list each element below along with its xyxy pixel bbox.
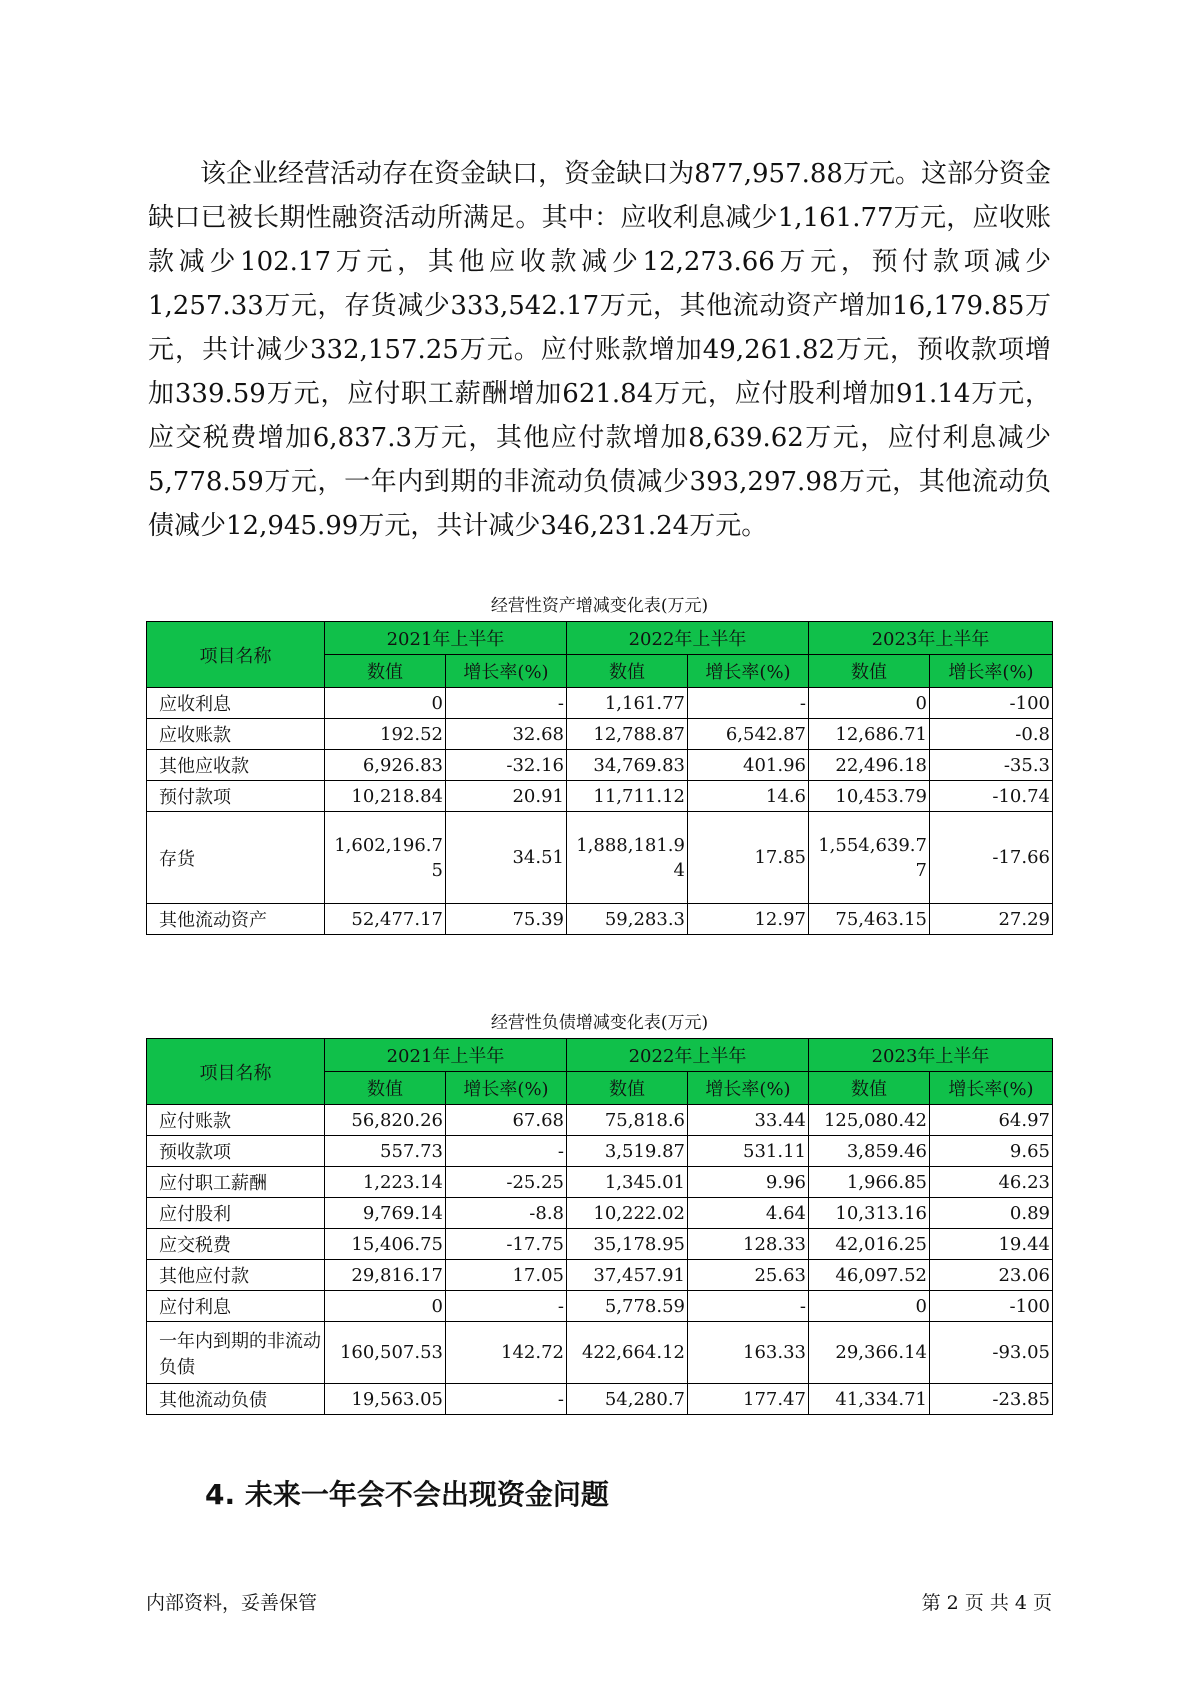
table-row [147, 1105, 1053, 1136]
table-cell: 128.33 [688, 1229, 809, 1260]
row-label: 其他应付款 [147, 1260, 325, 1291]
row-label: 存货 [147, 812, 325, 904]
col-header-value: 数值 [809, 1072, 930, 1105]
table-cell: 75,463.15 [809, 904, 930, 935]
table-cell: 9.65 [930, 1136, 1053, 1167]
row-label: 预付款项 [147, 781, 325, 812]
row-label: 应交税费 [147, 1229, 325, 1260]
table-cell: 1,223.14 [325, 1167, 446, 1198]
table-cell: 75,818.6 [567, 1105, 688, 1136]
table-cell: 531.11 [688, 1136, 809, 1167]
paragraph-text: 该企业经营活动存在资金缺口，资金缺口为877,957.88万元。这部分资金缺口已被长期性融资活动所满足。其中：应收利息减少1,161.77万元，应收账款减少102.17万元，其他应收款减少12,273.66万元，预付款项减少1,257.33万元，存货减少333,542.17万元，其他流动资产增加16,179.85万元，共计减少332,157.25万元。应付账款增加49,261.82万元，预收款项增加339.59万元，应付职工薪酬增加621.84万元，应付股利增加91.14万元，应交税费增加6,837.3万元，其他应付款增加8,639.62万元，应付利息减少5,778.59万元，一年内到期的非流动负债减少393,297.98万元，其他流动负债减少12,945.99万元，共计减少346,231.24万元。 [148, 159, 1051, 541]
table-cell: 422,664.12 [567, 1322, 688, 1384]
col-header-period: 2023年上半年 [809, 622, 1053, 655]
table-cell: 27.29 [930, 904, 1053, 935]
table-cell: 10,313.16 [809, 1198, 930, 1229]
table-cell: -17.66 [930, 812, 1053, 904]
section-heading: 4. 未来一年会不会出现资金问题 [205, 1478, 609, 1511]
table-cell: 41,334.71 [809, 1384, 930, 1415]
table-cell: -25.25 [446, 1167, 567, 1198]
row-label: 应付股利 [147, 1198, 325, 1229]
table-cell: 17.85 [688, 812, 809, 904]
table-cell: 1,888,181.94 [567, 812, 688, 904]
table-row [147, 1136, 1053, 1167]
table-cell: 1,554,639.77 [809, 812, 930, 904]
col-header-value: 数值 [809, 655, 930, 688]
table-cell: -0.8 [930, 719, 1053, 750]
table-cell: -8.8 [446, 1198, 567, 1229]
table-cell: 34,769.83 [567, 750, 688, 781]
table-cell: 3,519.87 [567, 1136, 688, 1167]
table-cell: 34.51 [446, 812, 567, 904]
col-header-value: 数值 [325, 1072, 446, 1105]
table-cell: 0 [325, 1291, 446, 1322]
table-cell: 1,966.85 [809, 1167, 930, 1198]
table-cell: 125,080.42 [809, 1105, 930, 1136]
table-row [147, 1229, 1053, 1260]
table-cell: - [446, 1291, 567, 1322]
table-cell: 46,097.52 [809, 1260, 930, 1291]
row-label: 应付利息 [147, 1291, 325, 1322]
table-cell: 10,218.84 [325, 781, 446, 812]
table-cell: 401.96 [688, 750, 809, 781]
table-row [147, 1167, 1053, 1198]
table-cell: 9.96 [688, 1167, 809, 1198]
col-header-growth: 增长率(%) [446, 655, 567, 688]
row-label: 预收款项 [147, 1136, 325, 1167]
table-cell: - [688, 688, 809, 719]
table-cell: 54,280.7 [567, 1384, 688, 1415]
table-cell: 0.89 [930, 1198, 1053, 1229]
table-row [147, 719, 1053, 750]
table-cell: 12.97 [688, 904, 809, 935]
table-cell: 52,477.17 [325, 904, 446, 935]
table-cell: 10,222.02 [567, 1198, 688, 1229]
table-row [147, 1260, 1053, 1291]
table-cell: 22,496.18 [809, 750, 930, 781]
col-header-value: 数值 [567, 655, 688, 688]
col-header-growth: 增长率(%) [446, 1072, 567, 1105]
table-cell: -10.74 [930, 781, 1053, 812]
table-row [147, 1198, 1053, 1229]
col-header-period: 2021年上半年 [325, 1039, 567, 1072]
table-cell: -17.75 [446, 1229, 567, 1260]
footer-page-number: 第 2 页 共 4 页 [921, 1592, 1052, 1614]
row-label: 应收账款 [147, 719, 325, 750]
table-cell: 23.06 [930, 1260, 1053, 1291]
row-label: 其他流动负债 [147, 1384, 325, 1415]
table-cell: 12,686.71 [809, 719, 930, 750]
col-header-period: 2022年上半年 [567, 1039, 809, 1072]
table-cell: -100 [930, 688, 1053, 719]
table-cell: 33.44 [688, 1105, 809, 1136]
table-cell: 25.63 [688, 1260, 809, 1291]
table-cell: 160,507.53 [325, 1322, 446, 1384]
liability-change-table [146, 1038, 1053, 1415]
table-cell: 5,778.59 [567, 1291, 688, 1322]
table-cell: 35,178.95 [567, 1229, 688, 1260]
table-cell: 20.91 [446, 781, 567, 812]
table-cell: - [446, 688, 567, 719]
table-cell: 12,788.87 [567, 719, 688, 750]
row-label: 一年内到期的非流动负债 [147, 1322, 325, 1384]
table-cell: 15,406.75 [325, 1229, 446, 1260]
table-cell: 11,711.12 [567, 781, 688, 812]
table-cell: 0 [809, 688, 930, 719]
table-cell: 10,453.79 [809, 781, 930, 812]
table-row [147, 812, 1053, 904]
table-cell: 64.97 [930, 1105, 1053, 1136]
table-cell: - [446, 1384, 567, 1415]
table-cell: 1,345.01 [567, 1167, 688, 1198]
table-cell: 42,016.25 [809, 1229, 930, 1260]
table-cell: -23.85 [930, 1384, 1053, 1415]
col-header-growth: 增长率(%) [688, 655, 809, 688]
table-row [147, 1384, 1053, 1415]
table-cell: 6,926.83 [325, 750, 446, 781]
table-cell: 6,542.87 [688, 719, 809, 750]
table-cell: 14.6 [688, 781, 809, 812]
table-cell: 32.68 [446, 719, 567, 750]
row-label: 其他流动资产 [147, 904, 325, 935]
table2-caption: 经营性负债增减变化表(万元) [490, 1013, 709, 1033]
row-label: 其他应收款 [147, 750, 325, 781]
col-header-period: 2022年上半年 [567, 622, 809, 655]
table-cell: 56,820.26 [325, 1105, 446, 1136]
table-cell: 29,366.14 [809, 1322, 930, 1384]
table-cell: 0 [325, 688, 446, 719]
col-header-value: 数值 [567, 1072, 688, 1105]
table-cell: 4.64 [688, 1198, 809, 1229]
table-cell: 3,859.46 [809, 1136, 930, 1167]
table-row [147, 1322, 1053, 1384]
table-row [147, 1291, 1053, 1322]
table-cell: 9,769.14 [325, 1198, 446, 1229]
table-cell: 142.72 [446, 1322, 567, 1384]
table-cell: -32.16 [446, 750, 567, 781]
table-cell: 19.44 [930, 1229, 1053, 1260]
col-header-name: 项目名称 [147, 622, 325, 688]
table-cell: 177.47 [688, 1384, 809, 1415]
table-cell: 0 [809, 1291, 930, 1322]
table-cell: 17.05 [446, 1260, 567, 1291]
table-cell: -35.3 [930, 750, 1053, 781]
table-cell: 557.73 [325, 1136, 446, 1167]
row-label: 应付账款 [147, 1105, 325, 1136]
table-cell: 46.23 [930, 1167, 1053, 1198]
table-row [147, 781, 1053, 812]
col-header-growth: 增长率(%) [930, 655, 1053, 688]
footer-confidential: 内部资料，妥善保管 [146, 1592, 318, 1614]
table-row [147, 750, 1053, 781]
table-row [147, 904, 1053, 935]
table-cell: 29,816.17 [325, 1260, 446, 1291]
table-cell: 37,457.91 [567, 1260, 688, 1291]
table-cell: 163.33 [688, 1322, 809, 1384]
table-cell: - [446, 1136, 567, 1167]
table-cell: 192.52 [325, 719, 446, 750]
table-cell: 59,283.3 [567, 904, 688, 935]
col-header-period: 2021年上半年 [325, 622, 567, 655]
table-cell: 75.39 [446, 904, 567, 935]
col-header-growth: 增长率(%) [930, 1072, 1053, 1105]
table-cell: 1,602,196.75 [325, 812, 446, 904]
col-header-growth: 增长率(%) [688, 1072, 809, 1105]
table-cell: 67.68 [446, 1105, 567, 1136]
col-header-value: 数值 [325, 655, 446, 688]
table1-caption: 经营性资产增减变化表(万元) [490, 596, 709, 616]
table-cell: 19,563.05 [325, 1384, 446, 1415]
body-paragraph [148, 152, 1051, 548]
col-header-name: 项目名称 [147, 1039, 325, 1105]
table-cell: -93.05 [930, 1322, 1053, 1384]
row-label: 应付职工薪酬 [147, 1167, 325, 1198]
table-row [147, 688, 1053, 719]
table-cell: 1,161.77 [567, 688, 688, 719]
table-cell: -100 [930, 1291, 1053, 1322]
asset-change-table [146, 621, 1053, 935]
table-cell: - [688, 1291, 809, 1322]
col-header-period: 2023年上半年 [809, 1039, 1053, 1072]
row-label: 应收利息 [147, 688, 325, 719]
